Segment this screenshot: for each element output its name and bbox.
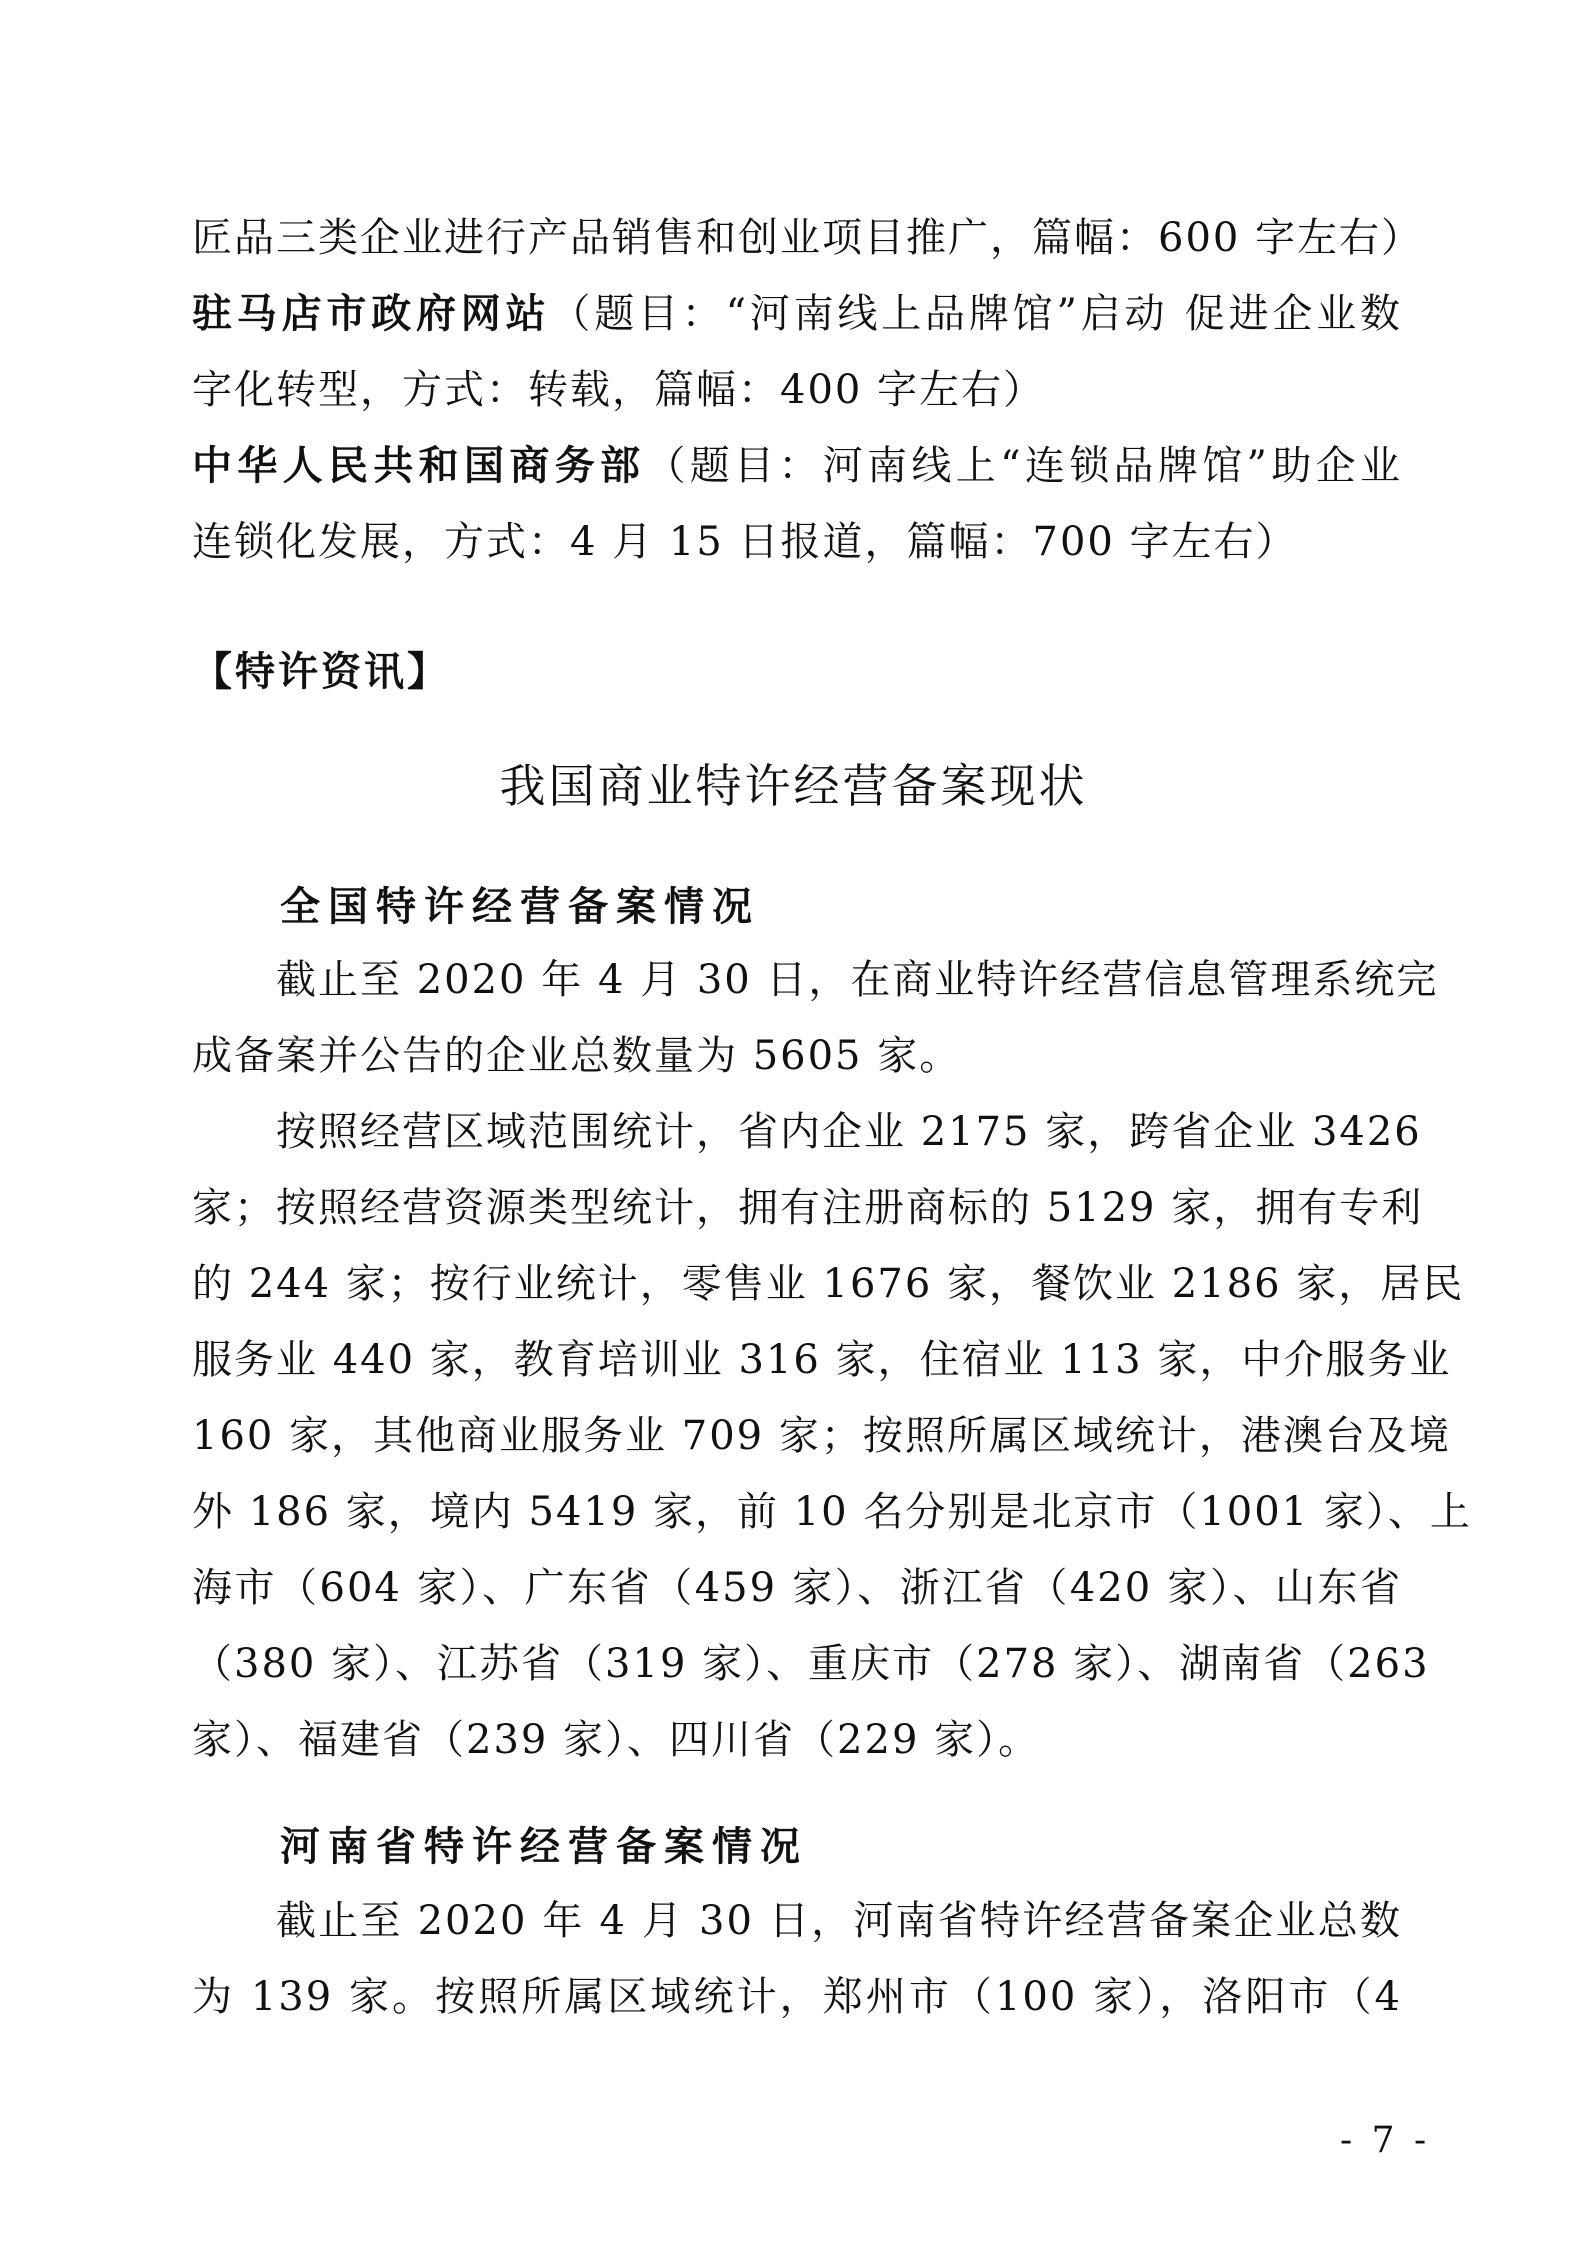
paragraph-line: 海市（604 家）、广东省（459 家）、浙江省（420 家）、山东省: [192, 1565, 1402, 1611]
media-item-zhumadian-line2: 字化转型，方式：转载，篇幅：400 字左右）: [192, 367, 1046, 413]
paragraph-line: （380 家）、江苏省（319 家）、重庆市（278 家）、湖南省（263: [192, 1641, 1430, 1687]
paragraph-line: 服务业 440 家，教育培训业 316 家，住宿业 113 家，中介服务业: [192, 1337, 1452, 1383]
paragraph-line: 家）、福建省（239 家）、四川省（229 家）。: [192, 1717, 1041, 1763]
paragraph-line: 为 139 家。按照所属区域统计，郑州市（100 家），洛阳市（4: [192, 1974, 1402, 2020]
carryover-line: 匠品三类企业进行产品销售和创业项目推广，篇幅：600 字左右）: [192, 215, 1424, 261]
article-title: 我国商业特许经营备案现状: [499, 759, 1088, 813]
paragraph-line: 成备案并公告的企业总数量为 5605 家。: [192, 1033, 962, 1079]
section-heading-henan: 河南省特许经营备案情况: [280, 1824, 808, 1870]
national-body: [192, 942, 1472, 1778]
section-tag: 【特许资讯】: [192, 649, 450, 695]
media-name: 中华人民共和国商务部: [192, 443, 646, 489]
henan-body: [192, 1883, 1402, 2035]
paragraph-line: 外 186 家，境内 5419 家，前 10 名分别是北京市（1001 家）、上: [192, 1489, 1472, 1535]
media-item-mofcom-line1: [192, 428, 1402, 504]
paragraph-line: 160 家，其他商业服务业 709 家；按照所属区域统计，港澳台及境: [192, 1413, 1451, 1459]
media-detail: （题目：“河南线上品牌馆”启动 促进企业数: [550, 291, 1403, 337]
media-name: 驻马店市政府网站: [192, 291, 551, 337]
paragraph-line: 截止至 2020 年 4 月 30 日，在商业特许经营信息管理系统完: [276, 957, 1439, 1003]
paragraph-line: 按照经营区域范围统计，省内企业 2175 家，跨省企业 3426: [276, 1109, 1422, 1155]
paragraph-line: 的 244 家；按行业统计，零售业 1676 家，餐饮业 2186 家，居民: [192, 1261, 1465, 1307]
paragraph-line: 截止至 2020 年 4 月 30 日，河南省特许经营备案企业总数: [276, 1898, 1402, 1944]
media-item-zhumadian-line1: [192, 276, 1402, 352]
media-item-mofcom-line2: 连锁化发展，方式：4 月 15 日报道，篇幅：700 字左右）: [192, 519, 1298, 565]
media-list: [192, 200, 1424, 580]
section-heading-national: 全国特许经营备案情况: [280, 884, 760, 930]
page-number: - 7 -: [1340, 2120, 1431, 2161]
media-detail: （题目：河南线上“连锁品牌馆”助企业: [645, 443, 1402, 489]
paragraph-line: 家；按照经营资源类型统计，拥有注册商标的 5129 家，拥有专利: [192, 1185, 1424, 1231]
